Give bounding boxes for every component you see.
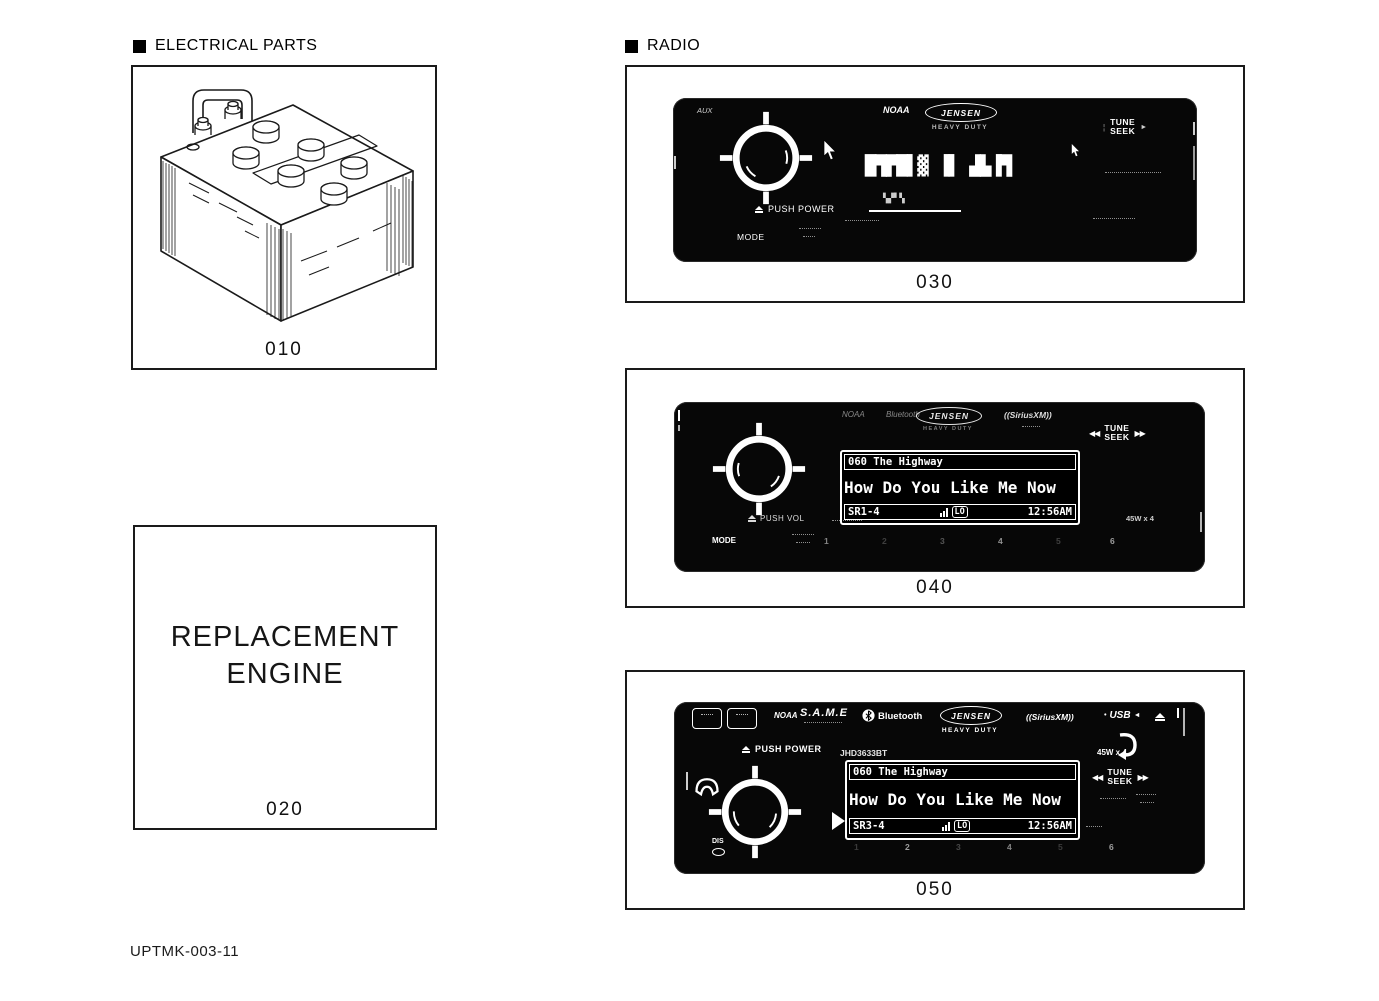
clock-text: 12:56AM [1027,820,1072,832]
tune-seek-cluster [1089,424,1145,442]
part-box-radio-050[interactable] [625,670,1245,910]
volume-knob-icon [718,110,814,206]
lcd-status-bar [849,818,1076,834]
faint-clock-markings [799,228,821,229]
preset-button-3: 3 [940,536,945,546]
edge-mark [1183,708,1185,736]
lcd-channel-bar [849,764,1076,780]
source-text: SR3-4 [853,820,885,832]
brand-text: JENSEN [928,411,969,421]
preset-button-1: 1 [824,536,829,546]
engine-text [135,619,435,693]
noaa-label: NOAA [774,711,798,720]
seek-label: SEEK [1110,126,1136,136]
seek-fwd-arrows: ▶▶ [1137,772,1148,782]
edge-mark [686,772,688,790]
brand-text: JENSEN [950,710,991,721]
usb-text: USB [1109,710,1131,721]
eject-button [1155,713,1165,721]
preset-button-4: 4 [998,536,1003,546]
preset-button-1: 1 [854,842,859,852]
section-title: ELECTRICAL PARTS [155,37,318,54]
engine-line2: ENGINE [226,658,344,690]
siriusxm-logo: ((SiriusXM)) [1026,712,1074,722]
part-box-radio-030[interactable] [625,65,1245,303]
part-ref-030[interactable]: 030 [916,272,954,293]
faint-markings [1100,798,1126,799]
noaa-label: NOAA [842,410,865,419]
part-box-radio-040[interactable] [625,368,1245,608]
faint-markings [1093,218,1135,219]
mouse-cursor-icon [823,140,837,161]
radio-faceplate-040 [674,402,1205,572]
band-button [727,708,757,729]
preset-button-6: 6 [1110,536,1115,546]
channel-text: 060 The Highway [848,456,943,468]
bluetooth-label: Bluetooth [886,410,920,419]
faint-markings [1105,172,1161,173]
noaa-label: NOAA [883,105,910,115]
source-text: SR1-4 [848,506,880,518]
preset-button-2: 2 [905,842,910,852]
source-button [692,708,722,729]
radio-faceplate-030 [673,98,1197,262]
seek-label: SEEK [1107,776,1133,786]
marker-arrow-icon [1071,144,1080,157]
push-power-label [755,204,835,214]
preset-button-4: 4 [1007,842,1012,852]
faint-eq-markings [792,534,814,535]
section-bullet-icon [133,40,146,53]
faint-markings [1086,826,1102,827]
play-indicator-icon [832,812,845,830]
seek-back-arrows: ◀◀ [1089,428,1100,438]
push-power-text: PUSH POWER [768,204,835,214]
lo-badge: LO [952,506,968,518]
channel-text: 060 The Highway [853,766,948,778]
usb-bullet: • [1104,712,1107,719]
edge-mark [1177,708,1179,718]
edge-mark [678,425,680,431]
section-title: RADIO [647,37,701,54]
mode-label: MODE [712,536,736,545]
heavy-duty-label: HEAVY DUTY [931,124,989,131]
seek-arrow: ► [1140,123,1148,131]
section-header-radio [625,37,700,55]
tune-label: TUNE [1107,767,1133,777]
part-ref-040[interactable]: 040 [916,577,954,598]
edge-mark [678,410,680,421]
section-header-electrical [133,37,317,55]
bluetooth-label: Bluetooth [878,711,923,722]
usb-arrow: ◄ [1133,712,1141,719]
eject-icon [742,746,750,753]
part-box-engine[interactable] [133,525,437,830]
faint-markings [1022,426,1040,427]
eject-icon [755,206,763,213]
watts-label: 45W x 4 [1126,514,1154,523]
lcd-display [845,760,1080,840]
part-ref-020[interactable]: 020 [266,799,304,820]
seek-fwd-arrows: ▶▶ [1134,428,1145,438]
lcd-song-title: How Do You Like Me Now [849,789,1061,809]
edge-mark [674,156,676,169]
push-power-text: PUSH POWER [755,744,822,754]
part-ref-050[interactable]: 050 [916,879,954,900]
tune-seek-cluster [1092,768,1148,786]
disc-icon [712,848,725,856]
dis-label: DIS [712,838,724,845]
clock-text: 12:56AM [1027,506,1072,518]
display-noise-2: ▚▞▘▚ [883,194,905,204]
edge-mark [1193,146,1195,180]
preset-button-3: 3 [956,842,961,852]
seek-label: SEEK [1104,432,1130,442]
edge-mark [1193,122,1195,135]
faint-eq-markings [796,542,810,543]
jensen-logo [916,407,982,425]
signal-strength-icon [942,822,950,831]
faint-clock-markings [803,236,815,237]
lo-badge: LO [954,820,970,832]
part-ref-010[interactable]: 010 [265,339,303,360]
tune-label: TUNE [1104,423,1130,433]
radio-faceplate-050 [674,702,1205,874]
siriusxm-logo: ((SiriusXM)) [1004,410,1052,420]
signal-strength-icon [940,508,948,517]
mode-label: MODE [737,232,765,242]
preset-button-5: 5 [1058,842,1063,852]
display-noise: █▜▛█▌▓ ▐▌ ▟▙▐▜ [865,155,1012,177]
part-box-battery[interactable] [131,65,437,370]
push-vol-label [748,514,804,523]
display-underline [869,210,961,212]
seek-back-arrows: ◀◀ [1092,772,1103,782]
faint-markings [804,722,842,723]
engine-line1: REPLACEMENT [170,621,400,653]
push-vol-text: PUSH VOL [760,514,805,523]
jensen-logo [940,706,1002,725]
lcd-song-title: How Do You Like Me Now [844,477,1056,497]
volume-knob-icon [707,764,803,860]
lcd-channel-bar [844,454,1076,470]
tune-label: TUNE [1110,117,1136,127]
volume-knob-icon [711,421,807,517]
push-power-label [742,744,822,754]
edge-mark [1200,512,1202,532]
lcd-status-bar [844,504,1076,520]
preset-button-2: 2 [882,536,887,546]
heavy-duty-label: HEAVY DUTY [941,727,999,734]
aux-label: AUX [697,106,713,115]
tune-seek-cluster [1103,118,1147,136]
faint-model-markings [845,220,879,221]
same-label: S.A.M.E [800,707,848,719]
eject-icon [748,515,756,522]
lcd-display [840,450,1080,525]
page-code: UPTMK-003-11 [130,943,240,960]
faint-markings [1136,794,1156,795]
heavy-duty-label: HEAVY DUTY [923,426,973,432]
section-bullet-icon [625,40,638,53]
model-number: JHD3633BT [840,748,888,758]
watts-label: 45W x 4 [1097,748,1127,757]
faint-model-markings [832,520,862,521]
jensen-logo [925,103,997,122]
preset-button-6: 6 [1109,842,1114,852]
usb-label [1104,710,1141,721]
battery-illustration [141,71,431,341]
preset-button-5: 5 [1056,536,1061,546]
bluetooth-icon [862,709,875,722]
pipe-mark: ¦ [1103,122,1106,132]
faint-markings [1140,802,1154,803]
brand-text: JENSEN [940,107,981,118]
